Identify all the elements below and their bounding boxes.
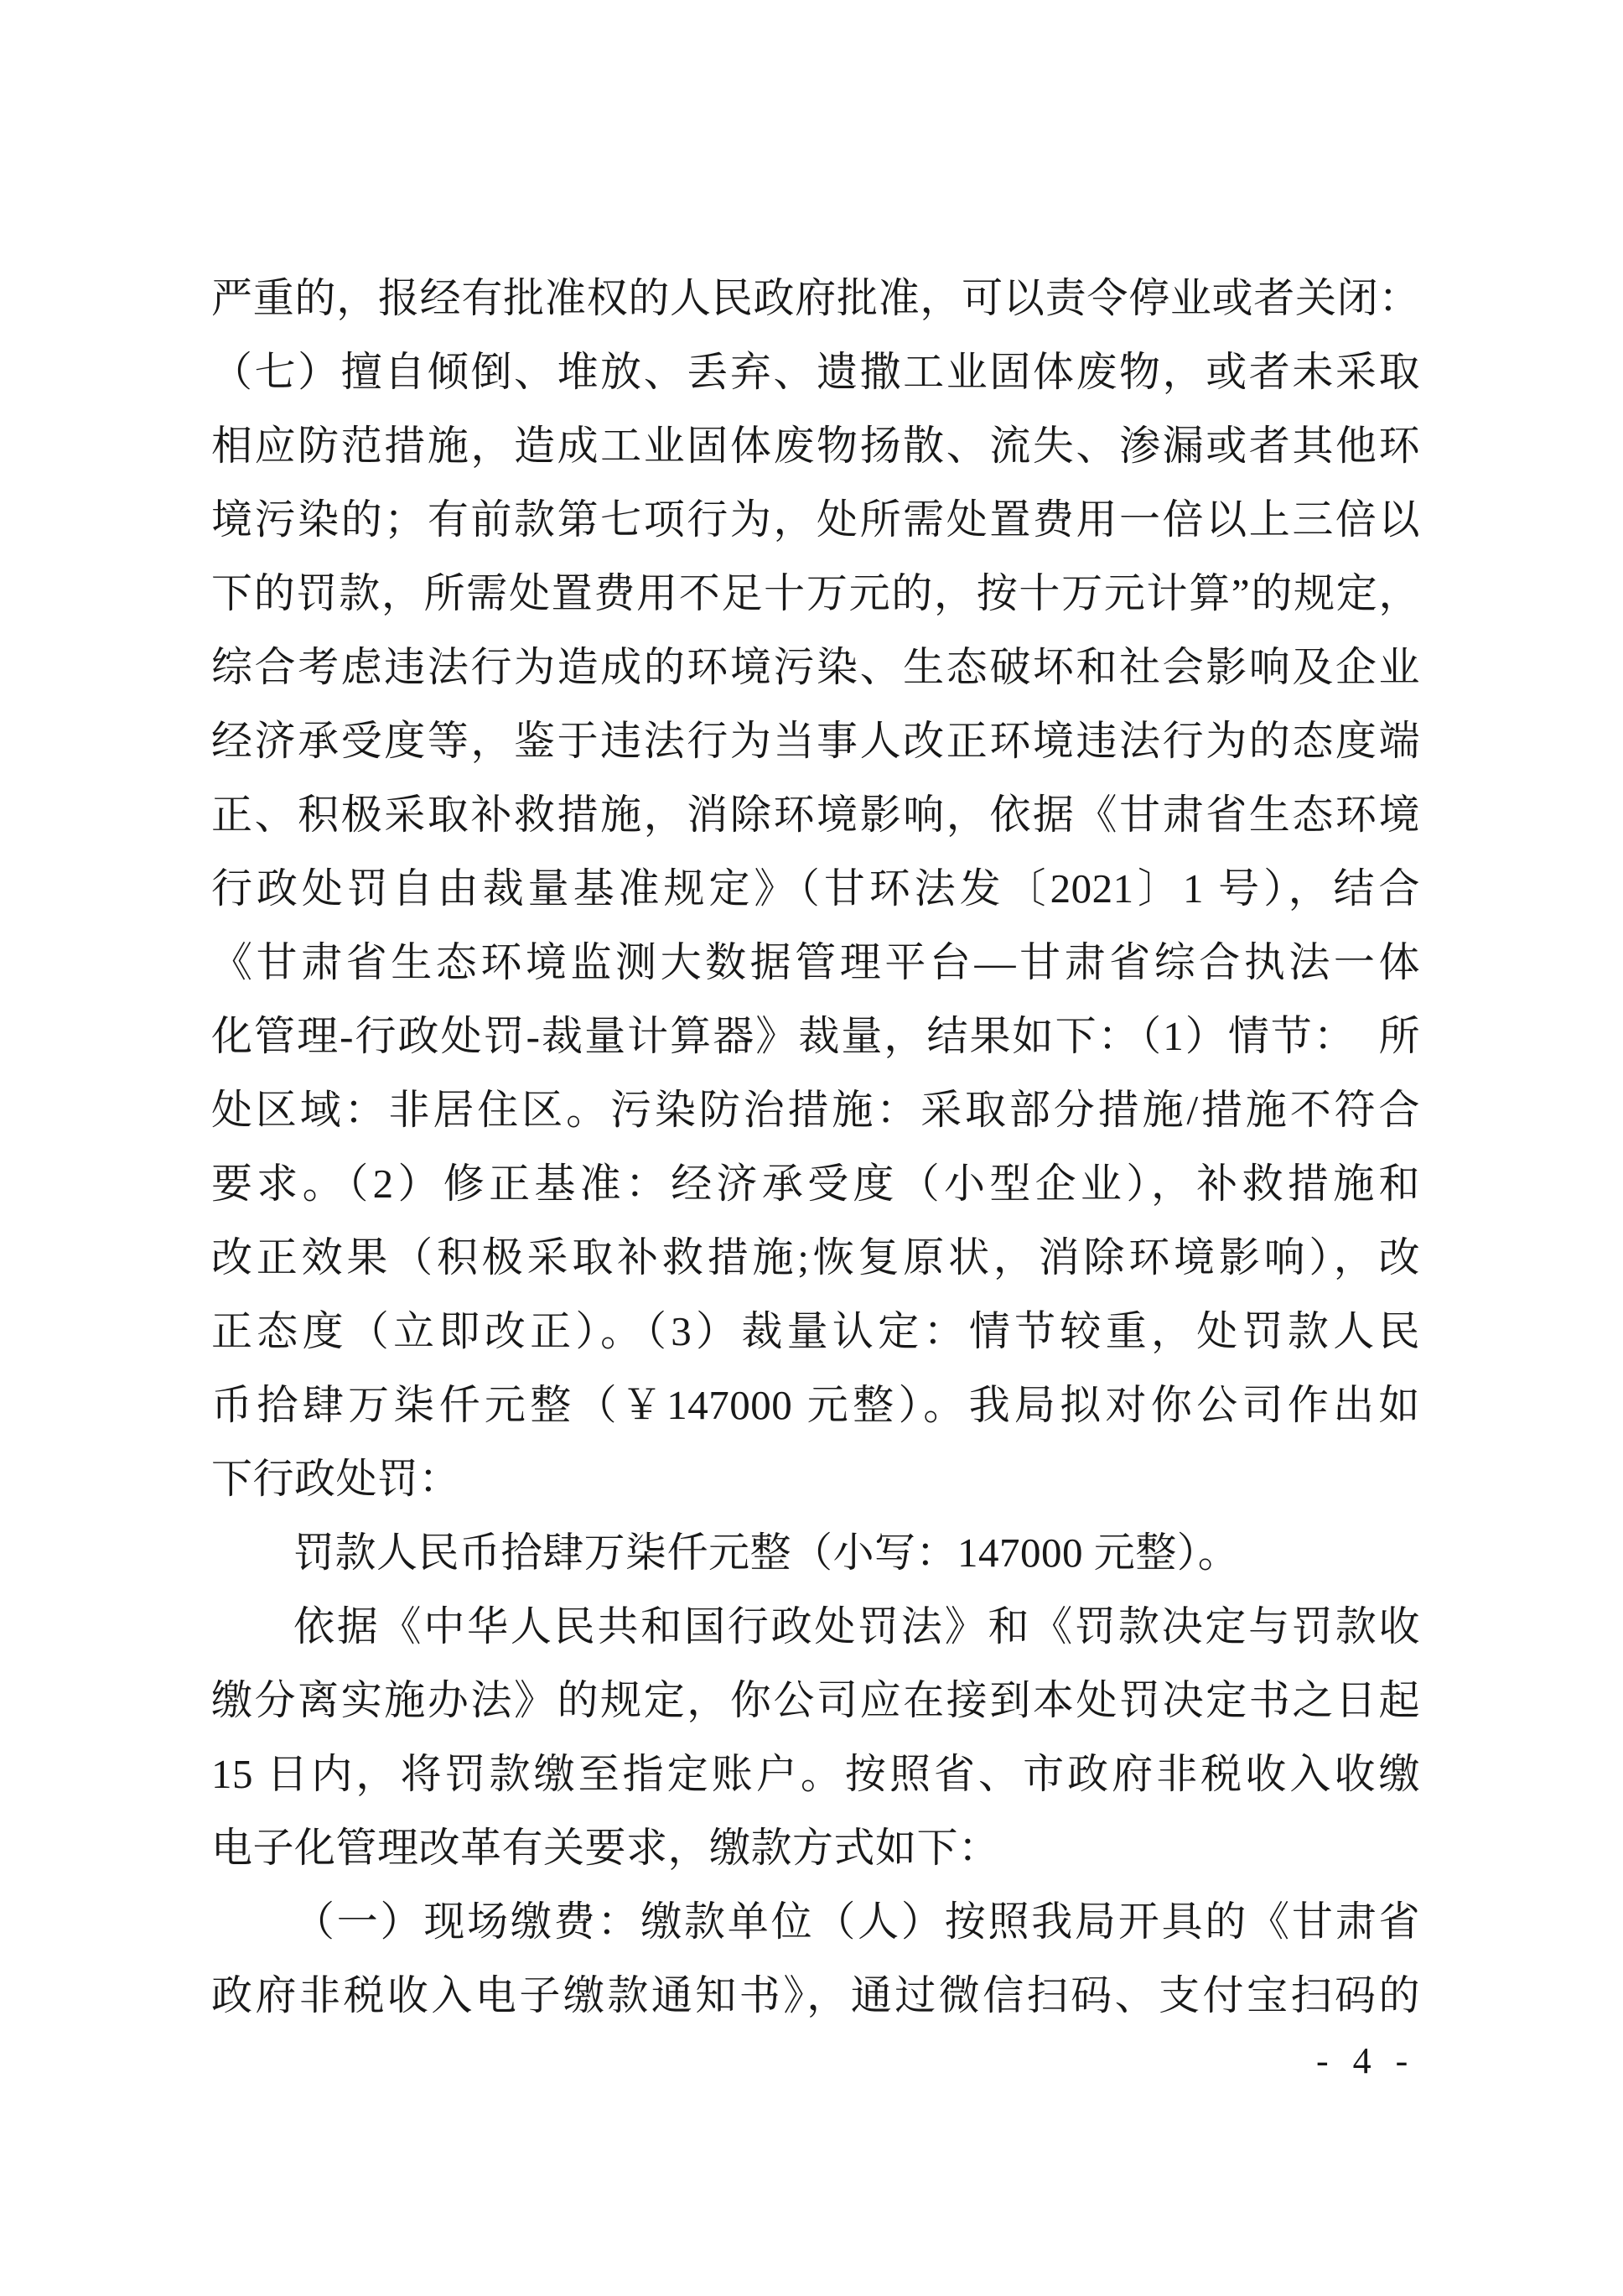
text-line: 处区域：非居住区。污染防治措施：采取部分措施/措施不符合	[211, 1087, 1420, 1133]
text-line: 相应防范措施，造成工业固体废物扬散、流失、渗漏或者其他环	[211, 423, 1420, 469]
text-line: （七）擅自倾倒、堆放、丢弃、遗撒工业固体废物，或者未采取	[211, 349, 1420, 395]
page-number: - 4 -	[1316, 2040, 1416, 2081]
text-line: 正态度（立即改正）。（3）裁量认定：情节较重，处罚款人民	[211, 1308, 1420, 1354]
text-line: 化管理-行政处罚-裁量计算器》裁量，结果如下：（1）情节： 所	[211, 1013, 1420, 1059]
text-line: 电子化管理改革有关要求，缴款方式如下：	[211, 1825, 1000, 1871]
text-line: 15 日内，将罚款缴至指定账户。按照省、市政府非税收入收缴	[211, 1751, 1420, 1797]
text-line-penalty-amount: 罚款人民币拾肆万柒仟元整（小写：147000 元整）。	[293, 1530, 1240, 1576]
text-line: 缴分离实施办法》的规定，你公司应在接到本处罚决定书之日起	[211, 1677, 1420, 1723]
text-line: 下行政处罚：	[211, 1456, 461, 1502]
text-line: 政府非税收入电子缴款通知书》，通过微信扫码、支付宝扫码的	[211, 1972, 1420, 2018]
text-line: 要求。（2）修正基准：经济承受度（小型企业），补救措施和	[211, 1161, 1420, 1207]
text-line: 《甘肃省生态环境监测大数据管理平台—甘肃省综合执法一体	[211, 939, 1420, 985]
text-line: 依据《中华人民共和国行政处罚法》和《罚款决定与罚款收	[293, 1603, 1420, 1649]
text-line: 行政处罚自由裁量基准规定》（甘环法发〔2021〕1 号），结合	[211, 865, 1420, 912]
text-line: 综合考虑违法行为造成的环境污染、生态破坏和社会影响及企业	[211, 644, 1420, 690]
text-line: （一）现场缴费：缴款单位（人）按照我局开具的《甘肃省	[293, 1899, 1420, 1945]
text-line: 币拾肆万柒仟元整（￥147000 元整）。我局拟对你公司作出如	[211, 1382, 1420, 1428]
text-line: 经济承受度等，鉴于违法行为当事人改正环境违法行为的态度端	[211, 718, 1420, 764]
document-body	[211, 262, 1420, 2033]
text-line: 正、积极采取补救措施，消除环境影响，依据《甘肃省生态环境	[211, 792, 1420, 838]
text-line: 严重的，报经有批准权的人民政府批准，可以责令停业或者关闭：	[211, 275, 1420, 321]
text-line: 改正效果（积极采取补救措施;恢复原状，消除环境影响），改	[211, 1234, 1420, 1280]
text-line: 下的罚款，所需处置费用不足十万元的，按十万元计算”的规定，	[211, 570, 1420, 616]
text-line: 境污染的；有前款第七项行为，处所需处置费用一倍以上三倍以	[211, 496, 1420, 543]
